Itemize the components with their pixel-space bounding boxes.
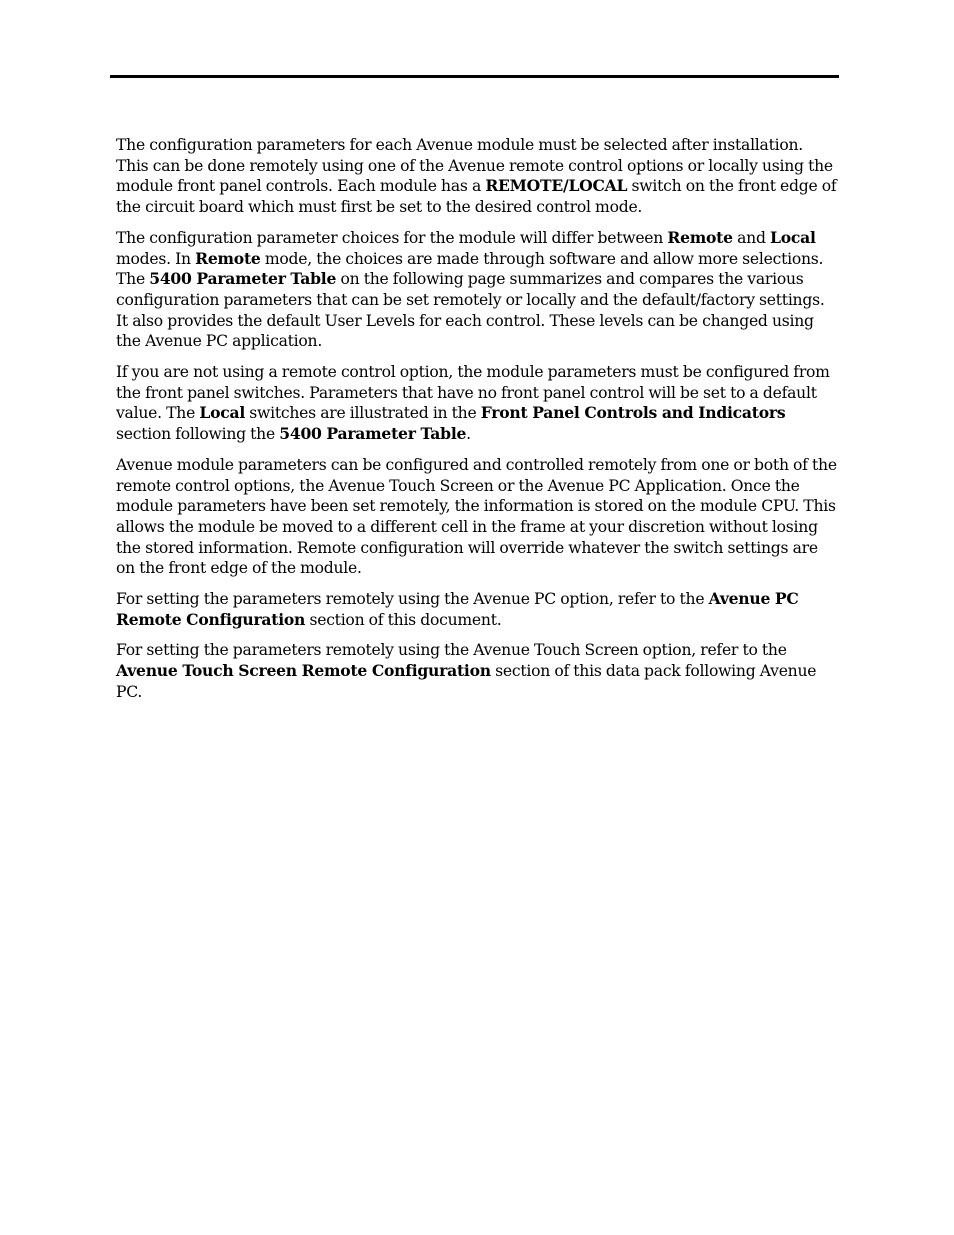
text-run: For setting the parameters remotely using the Avenue PC option, refer to the <box>116 590 709 609</box>
paragraph <box>116 362 838 445</box>
text-run: section of this data pack following Avenue PC. <box>116 662 817 701</box>
text-run: . <box>466 425 471 444</box>
paragraph <box>116 640 838 702</box>
bold-term: 5400 Parameter Table <box>279 424 467 444</box>
body-text <box>116 135 838 713</box>
text-run: section following the <box>116 425 280 444</box>
text-run: on the following page summarizes and compares the various configuration parameters that can be set remotely or locally and the default/factory settings. It also provides the default User Levels for each control. These levels can be changed using the Avenue PC application. <box>116 270 825 351</box>
paragraph <box>116 135 838 218</box>
text-run: The configuration parameter choices for the module will differ between <box>116 228 668 247</box>
bold-term: REMOTE/LOCAL <box>485 176 628 196</box>
text-run: section of this document. <box>305 610 502 629</box>
bold-term: Remote <box>667 227 733 247</box>
header-rule <box>110 75 839 78</box>
bold-term: Remote <box>195 248 261 268</box>
text-run: If you are not using a remote control option, the module parameters must be configured from the front panel switches. Parameters that have no front panel control will be set to a default value. The <box>116 363 830 423</box>
paragraph <box>116 589 838 630</box>
text-run: switches are illustrated in the <box>245 404 481 423</box>
paragraph <box>116 228 838 352</box>
text-run: Avenue module parameters can be configured and controlled remotely from one or both of the remote control options, the Avenue Touch Screen or the Avenue PC Application. Once the module parameters have been set remotely, the information is stored on the module CPU. This allows the module be moved to a different cell in the frame at your discretion without losing the stored information. Remote configuration will override whatever the switch settings are on the front edge of the module. <box>116 455 837 578</box>
bold-term: Avenue Touch Screen Remote Configuration <box>116 661 491 681</box>
bold-term: 5400 Parameter Table <box>149 269 337 289</box>
bold-term: Local <box>769 227 816 247</box>
text-run: The configuration parameters for each Avenue module must be selected after installation. This can be done remotely using one of the Avenue remote control options or locally using the module front panel controls. Each module has a <box>116 136 833 196</box>
text-run: For setting the parameters remotely using the Avenue Touch Screen option, refer to the <box>116 641 787 660</box>
text-run: and <box>732 228 770 247</box>
text-run: mode, the choices are made through software and allow more selections. The <box>116 249 824 289</box>
bold-term: Avenue PC Remote Configuration <box>116 589 799 629</box>
text-run: modes. In <box>116 249 196 268</box>
bold-term: Local <box>199 403 245 423</box>
paragraph <box>116 455 838 579</box>
bold-term: Front Panel Controls and Indicators <box>480 403 786 423</box>
text-run: switch on the front edge of the circuit board which must first be set to the desired control mode. <box>116 177 837 217</box>
